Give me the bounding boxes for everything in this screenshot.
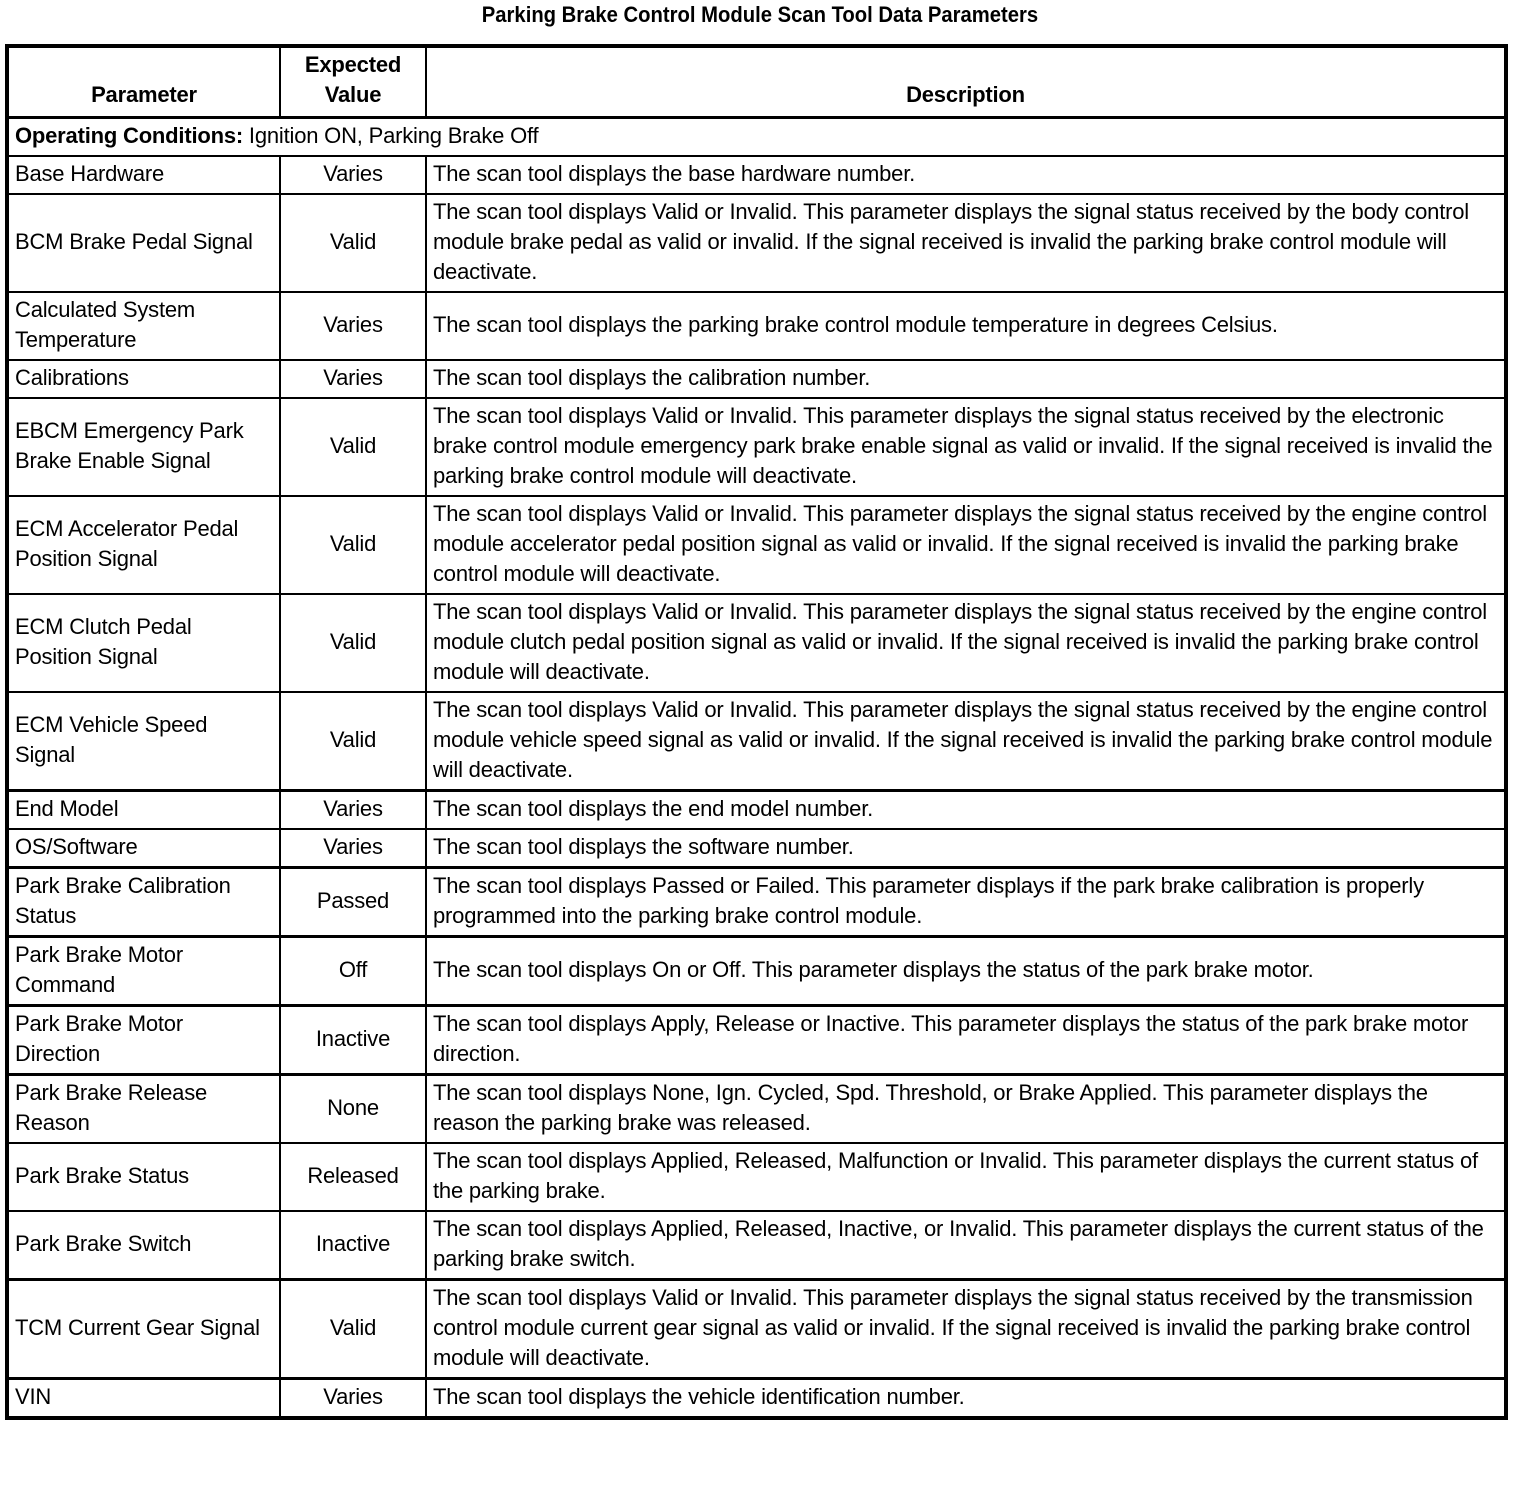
expected-value-cell: Inactive [280,1006,426,1075]
table-header-row [7,46,1506,118]
document-title: Parking Brake Control Module Scan Tool Data Parameters [481,2,1039,27]
table-row [7,194,1506,292]
description-cell: The scan tool displays Valid or Invalid. This parameter displays the signal status received by the engine control module accelerator pedal position signal as valid or invalid. If the signal received is invalid the parking brake control module will deactivate. [426,496,1506,594]
table-row [7,1143,1506,1211]
table-row [7,1006,1506,1075]
description-cell: The scan tool displays Passed or Failed. This parameter displays if the park brake calibration is properly programmed into the parking brake control module. [426,868,1506,937]
table-row [7,1280,1506,1379]
table-row [7,1379,1506,1419]
description-cell: The scan tool displays the vehicle identification number. [426,1379,1506,1419]
table-row [7,360,1506,398]
expected-value-cell: Varies [280,360,426,398]
parameter-cell: ECM Accelerator Pedal Position Signal [7,496,280,594]
description-cell: The scan tool displays the software number. [426,829,1506,868]
table-row [7,791,1506,830]
expected-value-cell: Varies [280,1379,426,1419]
expected-value-cell: Released [280,1143,426,1211]
parameter-cell: Calculated System Temperature [7,292,280,360]
parameters-table [5,44,1508,1420]
header-parameter: Parameter [7,46,280,118]
expected-value-cell: Varies [280,292,426,360]
table-row [7,594,1506,692]
parameter-cell: OS/Software [7,829,280,868]
operating-conditions-value: Ignition ON, Parking Brake Off [243,123,539,148]
expected-value-cell: Valid [280,496,426,594]
parameter-cell: Park Brake Calibration Status [7,868,280,937]
table-row [7,1075,1506,1144]
parameter-cell: Park Brake Motor Direction [7,1006,280,1075]
table-row [7,398,1506,496]
table-row [7,292,1506,360]
description-cell: The scan tool displays Valid or Invalid. This parameter displays the signal status received by the body control module brake pedal as valid or invalid. If the signal received is invalid the parking brake control module will deactivate. [426,194,1506,292]
parameter-cell: BCM Brake Pedal Signal [7,194,280,292]
parameter-cell: Park Brake Switch [7,1211,280,1280]
operating-conditions-row [7,118,1506,157]
description-cell: The scan tool displays the end model number. [426,791,1506,830]
parameter-cell: Park Brake Status [7,1143,280,1211]
expected-value-cell: None [280,1075,426,1144]
description-cell: The scan tool displays Valid or Invalid. This parameter displays the signal status received by the engine control module vehicle speed signal as valid or invalid. If the signal received is invalid the parking brake control module will deactivate. [426,692,1506,791]
description-cell: The scan tool displays On or Off. This parameter displays the status of the park brake motor. [426,937,1506,1006]
header-description: Description [426,46,1506,118]
expected-value-cell: Varies [280,791,426,830]
description-cell: The scan tool displays Apply, Release or Inactive. This parameter displays the status of the park brake motor direction. [426,1006,1506,1075]
operating-conditions-label: Operating Conditions: [15,123,244,148]
description-cell: The scan tool displays the base hardware number. [426,156,1506,194]
description-cell: The scan tool displays Valid or Invalid. This parameter displays the signal status received by the electronic brake control module emergency park brake enable signal as valid or invalid. If the signal received is invalid the parking brake control module will deactivate. [426,398,1506,496]
description-cell: The scan tool displays the parking brake control module temperature in degrees Celsius. [426,292,1506,360]
description-cell: The scan tool displays Valid or Invalid. This parameter displays the signal status received by the transmission control module current gear signal as valid or invalid. If the signal received is invalid the parking brake control module will deactivate. [426,1280,1506,1379]
table-row [7,829,1506,868]
parameter-cell: Park Brake Release Reason [7,1075,280,1144]
expected-value-cell: Valid [280,194,426,292]
parameter-cell: End Model [7,791,280,830]
expected-value-cell: Valid [280,398,426,496]
expected-value-cell: Valid [280,594,426,692]
expected-value-cell: Varies [280,156,426,194]
parameter-cell: Park Brake Motor Command [7,937,280,1006]
parameter-cell: ECM Clutch Pedal Position Signal [7,594,280,692]
table-row [7,692,1506,791]
header-expected-value: Expected Value [280,46,426,118]
table-row [7,156,1506,194]
description-cell: The scan tool displays None, Ign. Cycled, Spd. Threshold, or Brake Applied. This parameter displays the reason the parking brake was released. [426,1075,1506,1144]
table-row [7,496,1506,594]
expected-value-cell: Valid [280,1280,426,1379]
parameter-cell: EBCM Emergency Park Brake Enable Signal [7,398,280,496]
expected-value-cell: Inactive [280,1211,426,1280]
description-cell: The scan tool displays Valid or Invalid. This parameter displays the signal status received by the engine control module clutch pedal position signal as valid or invalid. If the signal received is invalid the parking brake control module will deactivate. [426,594,1506,692]
parameter-cell: TCM Current Gear Signal [7,1280,280,1379]
table-row [7,868,1506,937]
parameter-cell: Base Hardware [7,156,280,194]
description-cell: The scan tool displays Applied, Released, Inactive, or Invalid. This parameter displays the current status of the parking brake switch. [426,1211,1506,1280]
parameter-cell: VIN [7,1379,280,1419]
parameter-cell: Calibrations [7,360,280,398]
table-row [7,1211,1506,1280]
expected-value-cell: Varies [280,829,426,868]
expected-value-cell: Off [280,937,426,1006]
description-cell: The scan tool displays the calibration number. [426,360,1506,398]
table-row [7,937,1506,1006]
parameter-cell: ECM Vehicle Speed Signal [7,692,280,791]
expected-value-cell: Valid [280,692,426,791]
description-cell: The scan tool displays Applied, Released, Malfunction or Invalid. This parameter displays the current status of the parking brake. [426,1143,1506,1211]
expected-value-cell: Passed [280,868,426,937]
